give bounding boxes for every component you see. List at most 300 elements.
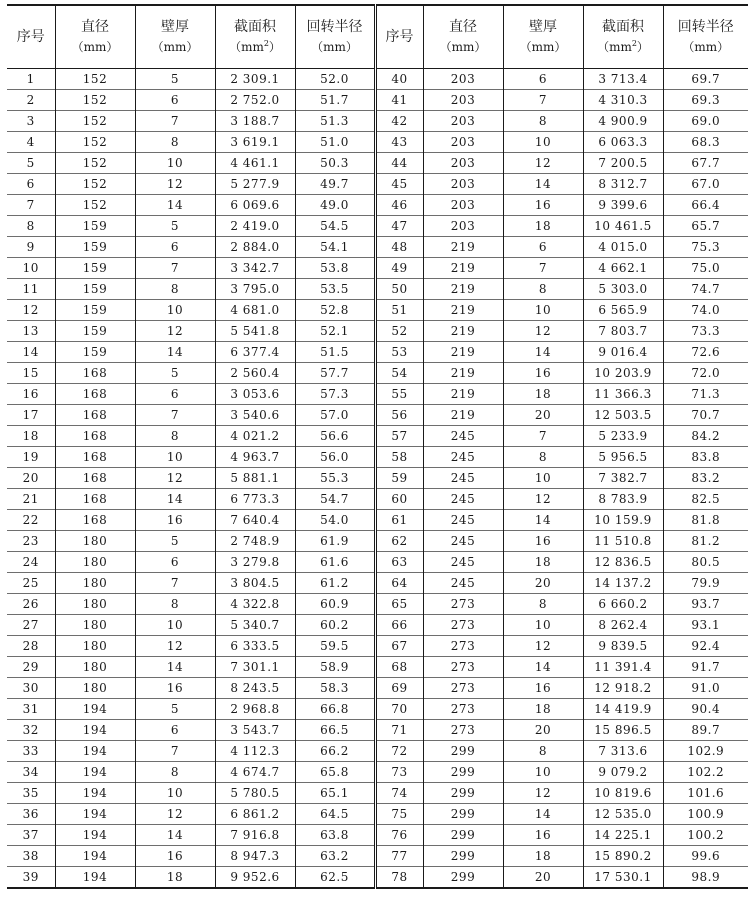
right-radius-cell: 70.7	[663, 405, 748, 426]
right-area-cell: 5 303.0	[583, 279, 663, 300]
left-diameter-cell: 152	[55, 153, 135, 174]
left-thickness-cell: 14	[135, 825, 215, 846]
table-row	[7, 489, 748, 510]
right-area-cell: 9 079.2	[583, 762, 663, 783]
right-diameter-cell: 219	[423, 321, 503, 342]
right-area-cell: 12 503.5	[583, 405, 663, 426]
right-area-cell: 11 510.8	[583, 531, 663, 552]
table-row	[7, 279, 748, 300]
right-index-cell: 45	[375, 174, 423, 195]
right-index-cell: 48	[375, 237, 423, 258]
right-diameter-cell: 203	[423, 111, 503, 132]
left-thickness-cell: 5	[135, 69, 215, 90]
left-area-cell: 3 804.5	[215, 573, 295, 594]
left-area-cell: 6 333.5	[215, 636, 295, 657]
left-index-cell: 29	[7, 657, 55, 678]
right-diameter-cell: 219	[423, 279, 503, 300]
right-thickness-cell: 8	[503, 741, 583, 762]
table-row	[7, 741, 748, 762]
right-index-cell: 40	[375, 69, 423, 90]
left-thickness-cell: 6	[135, 552, 215, 573]
right-thickness-cell: 6	[503, 237, 583, 258]
left-thickness-cell: 10	[135, 300, 215, 321]
right-diameter-cell: 273	[423, 699, 503, 720]
table-row	[7, 468, 748, 489]
left-area-cell: 4 461.1	[215, 153, 295, 174]
left-area-cell: 4 112.3	[215, 741, 295, 762]
left-area-cell: 7 916.8	[215, 825, 295, 846]
right-area-cell: 5 956.5	[583, 447, 663, 468]
header-row	[7, 5, 748, 69]
left-diameter-cell: 194	[55, 846, 135, 867]
left-radius-cell: 61.9	[295, 531, 375, 552]
right-diameter-cell: 273	[423, 678, 503, 699]
right-radius-cell: 80.5	[663, 552, 748, 573]
left-diameter-cell: 180	[55, 615, 135, 636]
left-index-cell: 24	[7, 552, 55, 573]
right-thickness-cell: 14	[503, 510, 583, 531]
right-area-cell: 9 016.4	[583, 342, 663, 363]
left-diameter-cell: 168	[55, 384, 135, 405]
right-radius-cell: 71.3	[663, 384, 748, 405]
right-thickness-cell: 7	[503, 426, 583, 447]
right-area-cell: 15 890.2	[583, 846, 663, 867]
right-thickness-cell: 6	[503, 69, 583, 90]
left-thickness-cell: 16	[135, 846, 215, 867]
right-index-cell: 75	[375, 804, 423, 825]
left-diameter-cell: 152	[55, 132, 135, 153]
left-radius-cell: 59.5	[295, 636, 375, 657]
right-thickness-cell: 8	[503, 594, 583, 615]
right-index-cell: 60	[375, 489, 423, 510]
left-diameter-cell: 168	[55, 447, 135, 468]
right-thickness-cell: 18	[503, 846, 583, 867]
left-radius-cell: 49.7	[295, 174, 375, 195]
right-index-cell: 67	[375, 636, 423, 657]
left-index-cell: 6	[7, 174, 55, 195]
right-thickness-cell: 16	[503, 678, 583, 699]
right-area-cell: 9 399.6	[583, 195, 663, 216]
left-index-cell: 10	[7, 258, 55, 279]
left-radius-cell: 54.0	[295, 510, 375, 531]
left-thickness-cell: 10	[135, 447, 215, 468]
header-area: 截面积 $(mm^2)$	[215, 5, 295, 69]
right-radius-cell: 74.7	[663, 279, 748, 300]
header-diameter: 直径 （mm）	[55, 5, 135, 69]
header-radius-unit: （mm）	[682, 40, 730, 54]
right-thickness-cell: 18	[503, 699, 583, 720]
right-thickness-cell: 18	[503, 384, 583, 405]
left-radius-cell: 54.1	[295, 237, 375, 258]
left-index-cell: 39	[7, 867, 55, 888]
right-area-cell: 6 063.3	[583, 132, 663, 153]
right-area-cell: 7 803.7	[583, 321, 663, 342]
left-index-cell: 13	[7, 321, 55, 342]
right-diameter-cell: 203	[423, 174, 503, 195]
table-row	[7, 153, 748, 174]
right-index-cell: 58	[375, 447, 423, 468]
right-area-cell: 15 896.5	[583, 720, 663, 741]
right-diameter-cell: 299	[423, 783, 503, 804]
table-row	[7, 783, 748, 804]
left-thickness-cell: 10	[135, 153, 215, 174]
left-radius-cell: 54.7	[295, 489, 375, 510]
right-radius-cell: 81.2	[663, 531, 748, 552]
right-index-cell: 61	[375, 510, 423, 531]
left-area-cell: 9 952.6	[215, 867, 295, 888]
left-radius-cell: 60.2	[295, 615, 375, 636]
left-diameter-cell: 159	[55, 216, 135, 237]
right-index-cell: 73	[375, 762, 423, 783]
table-row	[7, 762, 748, 783]
left-diameter-cell: 180	[55, 678, 135, 699]
right-area-cell: 8 783.9	[583, 489, 663, 510]
left-area-cell: 3 053.6	[215, 384, 295, 405]
left-area-cell: 6 861.2	[215, 804, 295, 825]
right-index-cell: 44	[375, 153, 423, 174]
left-diameter-cell: 180	[55, 552, 135, 573]
left-thickness-cell: 5	[135, 216, 215, 237]
left-diameter-cell: 152	[55, 195, 135, 216]
right-index-cell: 53	[375, 342, 423, 363]
right-area-cell: 10 819.6	[583, 783, 663, 804]
right-index-cell: 71	[375, 720, 423, 741]
table-row	[7, 678, 748, 699]
header-thickness: 壁厚 （mm）	[135, 5, 215, 69]
left-thickness-cell: 16	[135, 678, 215, 699]
table-row	[7, 594, 748, 615]
left-diameter-cell: 194	[55, 867, 135, 888]
right-thickness-cell: 20	[503, 573, 583, 594]
right-area-cell: 6 565.9	[583, 300, 663, 321]
table-row	[7, 699, 748, 720]
right-thickness-cell: 16	[503, 363, 583, 384]
left-index-cell: 25	[7, 573, 55, 594]
header-area-unit: $(mm^2)$	[597, 39, 649, 54]
left-radius-cell: 51.5	[295, 342, 375, 363]
left-area-cell: 6 773.3	[215, 489, 295, 510]
right-radius-cell: 73.3	[663, 321, 748, 342]
right-diameter-cell: 273	[423, 657, 503, 678]
table-row	[7, 384, 748, 405]
right-radius-cell: 83.2	[663, 468, 748, 489]
table-row	[7, 867, 748, 888]
right-area-cell: 17 530.1	[583, 867, 663, 888]
right-index-cell: 63	[375, 552, 423, 573]
right-index-cell: 65	[375, 594, 423, 615]
right-diameter-cell: 245	[423, 447, 503, 468]
left-index-cell: 12	[7, 300, 55, 321]
left-radius-cell: 57.7	[295, 363, 375, 384]
right-index-cell: 51	[375, 300, 423, 321]
right-diameter-cell: 219	[423, 237, 503, 258]
right-area-cell: 10 203.9	[583, 363, 663, 384]
right-index-cell: 49	[375, 258, 423, 279]
right-diameter-cell: 299	[423, 825, 503, 846]
left-area-cell: 4 681.0	[215, 300, 295, 321]
right-thickness-cell: 12	[503, 636, 583, 657]
right-thickness-cell: 20	[503, 405, 583, 426]
right-diameter-cell: 219	[423, 342, 503, 363]
header-radius-unit: （mm）	[311, 40, 358, 54]
right-area-cell: 11 391.4	[583, 657, 663, 678]
right-radius-cell: 93.1	[663, 615, 748, 636]
right-diameter-cell: 245	[423, 468, 503, 489]
right-area-cell: 11 366.3	[583, 384, 663, 405]
right-diameter-cell: 245	[423, 489, 503, 510]
right-diameter-cell: 219	[423, 405, 503, 426]
left-index-cell: 22	[7, 510, 55, 531]
left-thickness-cell: 12	[135, 468, 215, 489]
right-radius-cell: 98.9	[663, 867, 748, 888]
right-index-cell: 76	[375, 825, 423, 846]
header-radius: 回转半径 （mm）	[663, 5, 748, 69]
left-diameter-cell: 168	[55, 426, 135, 447]
left-diameter-cell: 152	[55, 111, 135, 132]
left-radius-cell: 49.0	[295, 195, 375, 216]
left-diameter-cell: 159	[55, 258, 135, 279]
left-diameter-cell: 159	[55, 321, 135, 342]
right-diameter-cell: 219	[423, 384, 503, 405]
right-diameter-cell: 203	[423, 90, 503, 111]
left-thickness-cell: 14	[135, 657, 215, 678]
right-area-cell: 6 660.2	[583, 594, 663, 615]
right-diameter-cell: 299	[423, 867, 503, 888]
right-index-cell: 41	[375, 90, 423, 111]
left-area-cell: 5 277.9	[215, 174, 295, 195]
left-thickness-cell: 12	[135, 804, 215, 825]
header-area-unit: $(mm^2)$	[229, 39, 281, 54]
left-diameter-cell: 180	[55, 594, 135, 615]
left-diameter-cell: 152	[55, 90, 135, 111]
left-radius-cell: 57.3	[295, 384, 375, 405]
left-thickness-cell: 16	[135, 510, 215, 531]
left-radius-cell: 66.5	[295, 720, 375, 741]
left-radius-cell: 65.1	[295, 783, 375, 804]
right-area-cell: 7 200.5	[583, 153, 663, 174]
left-diameter-cell: 168	[55, 468, 135, 489]
right-area-cell: 14 225.1	[583, 825, 663, 846]
left-index-cell: 7	[7, 195, 55, 216]
right-diameter-cell: 245	[423, 531, 503, 552]
table-row	[7, 426, 748, 447]
right-radius-cell: 99.6	[663, 846, 748, 867]
left-index-cell: 34	[7, 762, 55, 783]
table-row	[7, 321, 748, 342]
right-area-cell: 5 233.9	[583, 426, 663, 447]
right-area-cell: 12 836.5	[583, 552, 663, 573]
left-thickness-cell: 5	[135, 363, 215, 384]
right-diameter-cell: 299	[423, 846, 503, 867]
left-index-cell: 28	[7, 636, 55, 657]
left-area-cell: 4 963.7	[215, 447, 295, 468]
left-area-cell: 5 541.8	[215, 321, 295, 342]
left-index-cell: 32	[7, 720, 55, 741]
left-diameter-cell: 194	[55, 741, 135, 762]
right-diameter-cell: 299	[423, 762, 503, 783]
left-radius-cell: 55.3	[295, 468, 375, 489]
steel-pipe-section-table	[7, 4, 748, 889]
left-area-cell: 4 021.2	[215, 426, 295, 447]
left-diameter-cell: 168	[55, 489, 135, 510]
left-thickness-cell: 7	[135, 741, 215, 762]
left-diameter-cell: 180	[55, 573, 135, 594]
right-thickness-cell: 7	[503, 90, 583, 111]
table-row	[7, 804, 748, 825]
left-radius-cell: 58.9	[295, 657, 375, 678]
left-index-cell: 11	[7, 279, 55, 300]
right-radius-cell: 83.8	[663, 447, 748, 468]
right-radius-cell: 91.0	[663, 678, 748, 699]
left-radius-cell: 52.0	[295, 69, 375, 90]
left-index-cell: 26	[7, 594, 55, 615]
left-diameter-cell: 159	[55, 237, 135, 258]
right-thickness-cell: 20	[503, 720, 583, 741]
right-radius-cell: 91.7	[663, 657, 748, 678]
header-diameter-unit: （mm）	[439, 40, 487, 54]
left-area-cell: 7 301.1	[215, 657, 295, 678]
left-area-cell: 2 560.4	[215, 363, 295, 384]
right-radius-cell: 72.0	[663, 363, 748, 384]
table-row	[7, 300, 748, 321]
left-thickness-cell: 14	[135, 195, 215, 216]
left-thickness-cell: 6	[135, 720, 215, 741]
right-thickness-cell: 18	[503, 216, 583, 237]
right-index-cell: 66	[375, 615, 423, 636]
right-thickness-cell: 12	[503, 153, 583, 174]
right-thickness-cell: 16	[503, 825, 583, 846]
left-area-cell: 6 377.4	[215, 342, 295, 363]
right-radius-cell: 100.9	[663, 804, 748, 825]
right-index-cell: 77	[375, 846, 423, 867]
left-area-cell: 3 543.7	[215, 720, 295, 741]
right-radius-cell: 69.0	[663, 111, 748, 132]
right-radius-cell: 75.0	[663, 258, 748, 279]
right-thickness-cell: 12	[503, 321, 583, 342]
left-index-cell: 36	[7, 804, 55, 825]
table-row	[7, 195, 748, 216]
right-area-cell: 4 662.1	[583, 258, 663, 279]
right-thickness-cell: 8	[503, 111, 583, 132]
right-area-cell: 12 918.2	[583, 678, 663, 699]
left-thickness-cell: 12	[135, 174, 215, 195]
header-thickness: 壁厚 （mm）	[503, 5, 583, 69]
right-thickness-cell: 14	[503, 342, 583, 363]
right-area-cell: 3 713.4	[583, 69, 663, 90]
right-area-cell: 8 312.7	[583, 174, 663, 195]
right-diameter-cell: 203	[423, 216, 503, 237]
table-row	[7, 825, 748, 846]
table-row	[7, 846, 748, 867]
right-index-cell: 78	[375, 867, 423, 888]
left-index-cell: 18	[7, 426, 55, 447]
right-radius-cell: 101.6	[663, 783, 748, 804]
right-radius-cell: 89.7	[663, 720, 748, 741]
right-index-cell: 46	[375, 195, 423, 216]
left-diameter-cell: 152	[55, 174, 135, 195]
right-thickness-cell: 12	[503, 489, 583, 510]
right-diameter-cell: 273	[423, 594, 503, 615]
right-thickness-cell: 10	[503, 132, 583, 153]
left-area-cell: 2 419.0	[215, 216, 295, 237]
right-diameter-cell: 219	[423, 300, 503, 321]
right-thickness-cell: 10	[503, 615, 583, 636]
right-radius-cell: 93.7	[663, 594, 748, 615]
header-thickness-unit: （mm）	[519, 40, 567, 54]
left-radius-cell: 57.0	[295, 405, 375, 426]
left-thickness-cell: 8	[135, 426, 215, 447]
table-row	[7, 258, 748, 279]
right-diameter-cell: 273	[423, 615, 503, 636]
table-row	[7, 405, 748, 426]
right-diameter-cell: 299	[423, 741, 503, 762]
right-diameter-cell: 245	[423, 552, 503, 573]
table-row	[7, 510, 748, 531]
left-diameter-cell: 168	[55, 510, 135, 531]
left-radius-cell: 64.5	[295, 804, 375, 825]
right-thickness-cell: 14	[503, 804, 583, 825]
right-diameter-cell: 245	[423, 573, 503, 594]
left-index-cell: 3	[7, 111, 55, 132]
right-radius-cell: 66.4	[663, 195, 748, 216]
left-index-cell: 17	[7, 405, 55, 426]
right-area-cell: 10 159.9	[583, 510, 663, 531]
left-thickness-cell: 5	[135, 531, 215, 552]
right-area-cell: 4 900.9	[583, 111, 663, 132]
right-thickness-cell: 10	[503, 300, 583, 321]
right-radius-cell: 100.2	[663, 825, 748, 846]
right-index-cell: 70	[375, 699, 423, 720]
left-index-cell: 37	[7, 825, 55, 846]
right-radius-cell: 102.2	[663, 762, 748, 783]
left-index-cell: 20	[7, 468, 55, 489]
right-index-cell: 69	[375, 678, 423, 699]
right-area-cell: 9 839.5	[583, 636, 663, 657]
right-area-cell: 10 461.5	[583, 216, 663, 237]
right-area-cell: 7 313.6	[583, 741, 663, 762]
left-diameter-cell: 194	[55, 804, 135, 825]
left-thickness-cell: 14	[135, 489, 215, 510]
header-index: 序号	[7, 5, 55, 69]
right-radius-cell: 69.3	[663, 90, 748, 111]
left-index-cell: 2	[7, 90, 55, 111]
left-thickness-cell: 7	[135, 573, 215, 594]
left-diameter-cell: 194	[55, 825, 135, 846]
table-row	[7, 657, 748, 678]
left-diameter-cell: 194	[55, 762, 135, 783]
left-radius-cell: 56.0	[295, 447, 375, 468]
table-header	[7, 5, 748, 69]
header-index: 序号	[375, 5, 423, 69]
left-diameter-cell: 159	[55, 279, 135, 300]
left-radius-cell: 52.1	[295, 321, 375, 342]
left-index-cell: 1	[7, 69, 55, 90]
left-thickness-cell: 8	[135, 594, 215, 615]
table-row	[7, 720, 748, 741]
right-index-cell: 64	[375, 573, 423, 594]
left-radius-cell: 50.3	[295, 153, 375, 174]
right-thickness-cell: 10	[503, 468, 583, 489]
left-radius-cell: 61.6	[295, 552, 375, 573]
left-area-cell: 8 243.5	[215, 678, 295, 699]
left-area-cell: 2 884.0	[215, 237, 295, 258]
left-index-cell: 16	[7, 384, 55, 405]
right-area-cell: 7 382.7	[583, 468, 663, 489]
right-thickness-cell: 16	[503, 195, 583, 216]
right-index-cell: 42	[375, 111, 423, 132]
right-area-cell: 14 419.9	[583, 699, 663, 720]
right-radius-cell: 69.7	[663, 69, 748, 90]
